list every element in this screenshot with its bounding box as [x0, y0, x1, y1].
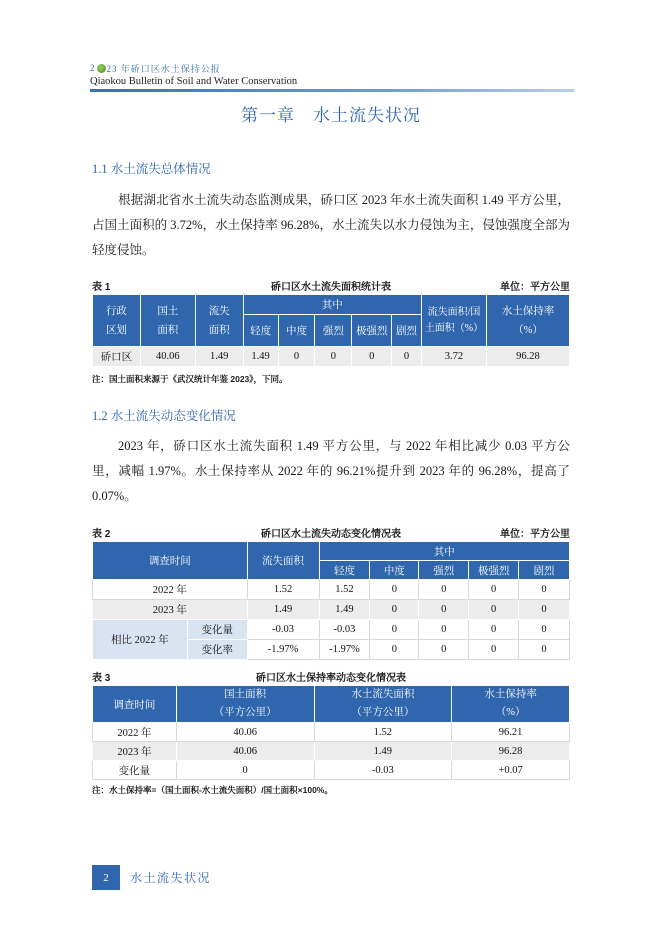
- table-cell: 0: [469, 640, 519, 660]
- table-cell: 40.06: [140, 347, 195, 367]
- header-year-prefix: 2: [90, 63, 96, 73]
- footer-section-title: 水土流失状况: [130, 871, 212, 885]
- table-cell: 0: [370, 580, 419, 600]
- header-divider: [90, 89, 574, 92]
- table1-header-severe: 剧烈: [392, 315, 422, 347]
- section-title-1-1: 1.1 水土流失总体情况: [92, 162, 211, 176]
- table3-title: 硚口区水土保持率动态变化情况表: [256, 673, 406, 684]
- paragraph-text: 2023 年，硚口区水土流失面积 1.49 平方公里，与 2022 年相比减少 0.03 平方公里，减幅 1.97%。水土保持率从 2022 年的 96.21%提升到 2023 年的 96.28%，提高了 0.07%。: [92, 439, 570, 503]
- table-cell: 0: [419, 640, 469, 660]
- table-cell: 0: [469, 580, 519, 600]
- table1-caption: [92, 278, 570, 292]
- table-cell: 1.52: [314, 723, 452, 742]
- table3-header-retention: 水土保持率 （%）: [452, 686, 570, 723]
- table1-header-retention: 水土保持率（%）: [486, 295, 569, 347]
- table2-header-loss-area: 流失面积: [247, 542, 319, 580]
- table2-header-mild: 轻度: [319, 561, 370, 580]
- table-cell: 0: [419, 600, 469, 620]
- page-header: [90, 62, 574, 87]
- table-cell: -1.97%: [247, 640, 319, 660]
- table-cell: 0: [519, 620, 570, 640]
- table2-header-intense: 强烈: [419, 561, 469, 580]
- table-cell: 96.21: [452, 723, 570, 742]
- paragraph-text: 根据湖北省水土流失动态监测成果，硚口区 2023 年水土流失面积 1.49 平方公里，占国土面积的 3.72%，水土保持率 96.28%，水土流失以水力侵蚀为主，侵蚀强度全部为轻度侵蚀。: [92, 193, 570, 257]
- table-cell: 0: [370, 620, 419, 640]
- table-cell: 0: [419, 580, 469, 600]
- table-cell: -0.03: [247, 620, 319, 640]
- table2-header-severe: 剧烈: [519, 561, 570, 580]
- table-cell: 1.52: [319, 580, 370, 600]
- table-cell: 0: [419, 620, 469, 640]
- header-en-title: Qiaokou Bulletin of Soil and Water Conservation: [90, 76, 298, 87]
- table-row: [93, 723, 570, 742]
- page-number: 2: [92, 865, 120, 890]
- table-cell: 1.49: [195, 347, 243, 367]
- table-cell: 0: [370, 640, 419, 660]
- table-cell: 3.72: [422, 347, 487, 367]
- section-1-2-paragraph: [92, 434, 570, 509]
- table-cell: 0: [278, 347, 315, 367]
- table1-header-loss-area: 流失面积: [195, 295, 243, 347]
- table-cell: 1.49: [243, 347, 278, 367]
- table-cell: -1.97%: [319, 640, 370, 660]
- table2-title: 硚口区水土流失动态变化情况表: [261, 529, 401, 540]
- table-cell: 2023 年: [93, 600, 248, 620]
- table3-header-loss-area: 水土流失面积 （平方公里）: [314, 686, 452, 723]
- table-row: [93, 347, 570, 367]
- table1-header-region: 行政区划: [93, 295, 141, 347]
- table1-header-mild: 轻度: [243, 315, 278, 347]
- table3-label: 表 3: [92, 673, 111, 684]
- table3-header-land-area: 国土面积 （平方公里）: [176, 686, 314, 723]
- table-cell: 相比 2022 年: [93, 620, 188, 660]
- table-cell: 2022 年: [93, 723, 177, 742]
- table1-label: 表 1: [92, 282, 111, 293]
- table-cell: 96.28: [486, 347, 569, 367]
- table-cell: +0.07: [452, 761, 570, 780]
- table-cell: 变化量: [93, 761, 177, 780]
- table-cell: 变化率: [187, 640, 247, 660]
- table-row: [93, 742, 570, 761]
- table2-header-survey-time: 调查时间: [93, 542, 248, 580]
- table-cell: 0: [469, 600, 519, 620]
- table2-header-extreme: 极强烈: [469, 561, 519, 580]
- table-cell: 0: [469, 620, 519, 640]
- table-cell: 1.52: [247, 580, 319, 600]
- table-cell: 1.49: [319, 600, 370, 620]
- table-cell: 2023 年: [93, 742, 177, 761]
- table1-header-extreme: 极强烈: [352, 315, 392, 347]
- table1: [92, 294, 570, 367]
- table-cell: 变化量: [187, 620, 247, 640]
- table-cell: 0: [352, 347, 392, 367]
- table-cell: -0.03: [319, 620, 370, 640]
- table-cell: 0: [370, 600, 419, 620]
- table2: [92, 541, 570, 660]
- table1-title: 硚口区水土流失面积统计表: [271, 282, 391, 293]
- table-cell: 40.06: [176, 742, 314, 761]
- table1-header-among: 其中: [243, 295, 421, 315]
- table-row: [93, 600, 570, 620]
- table1-header-loss-ratio: 流失面积/国土面积（%）: [422, 295, 487, 347]
- table3-note: 注：水土保持率=（国土面积-水土流失面积）/国土面积×100%。: [92, 785, 333, 795]
- table-row: [93, 761, 570, 780]
- table-row: [93, 580, 570, 600]
- chapter-title: 第一章 水土流失状况: [241, 106, 421, 125]
- table-cell: 2022 年: [93, 580, 248, 600]
- table-cell: -0.03: [314, 761, 452, 780]
- table-row: [93, 620, 570, 640]
- table2-header-among: 其中: [319, 542, 570, 561]
- table2-unit: 单位：平方公里: [500, 529, 570, 540]
- table3-caption: [92, 669, 570, 683]
- table-cell: 96.28: [452, 742, 570, 761]
- table1-unit: 单位：平方公里: [500, 282, 570, 293]
- logo-icon: [97, 64, 106, 73]
- table-cell: 0: [315, 347, 352, 367]
- table-cell: 0: [519, 640, 570, 660]
- table-cell: 1.49: [314, 742, 452, 761]
- page-footer: [92, 865, 211, 890]
- table2-caption: [92, 525, 570, 539]
- header-title-text: 23 年硚口区水土保持公报: [106, 63, 221, 74]
- table1-header-intense: 强烈: [315, 315, 352, 347]
- header-cn-title: [90, 62, 574, 74]
- table-cell: 40.06: [176, 723, 314, 742]
- table-cell: 0: [519, 580, 570, 600]
- table1-header-moderate: 中度: [278, 315, 315, 347]
- table3-header-survey-time: 调查时间: [93, 686, 177, 723]
- table3: [92, 685, 570, 780]
- table-cell: 0: [392, 347, 422, 367]
- table2-header-moderate: 中度: [370, 561, 419, 580]
- section-1-1-paragraph: [92, 188, 570, 263]
- table2-label: 表 2: [92, 529, 111, 540]
- table-cell: 硚口区: [93, 347, 141, 367]
- table-cell: 0: [519, 600, 570, 620]
- table1-header-land-area: 国土面积: [140, 295, 195, 347]
- table-cell: 1.49: [247, 600, 319, 620]
- section-title-1-2: 1.2 水土流失动态变化情况: [92, 409, 236, 423]
- table-cell: 0: [176, 761, 314, 780]
- table1-note: 注：国土面积来源于《武汉统计年鉴 2023》，下同。: [92, 374, 288, 384]
